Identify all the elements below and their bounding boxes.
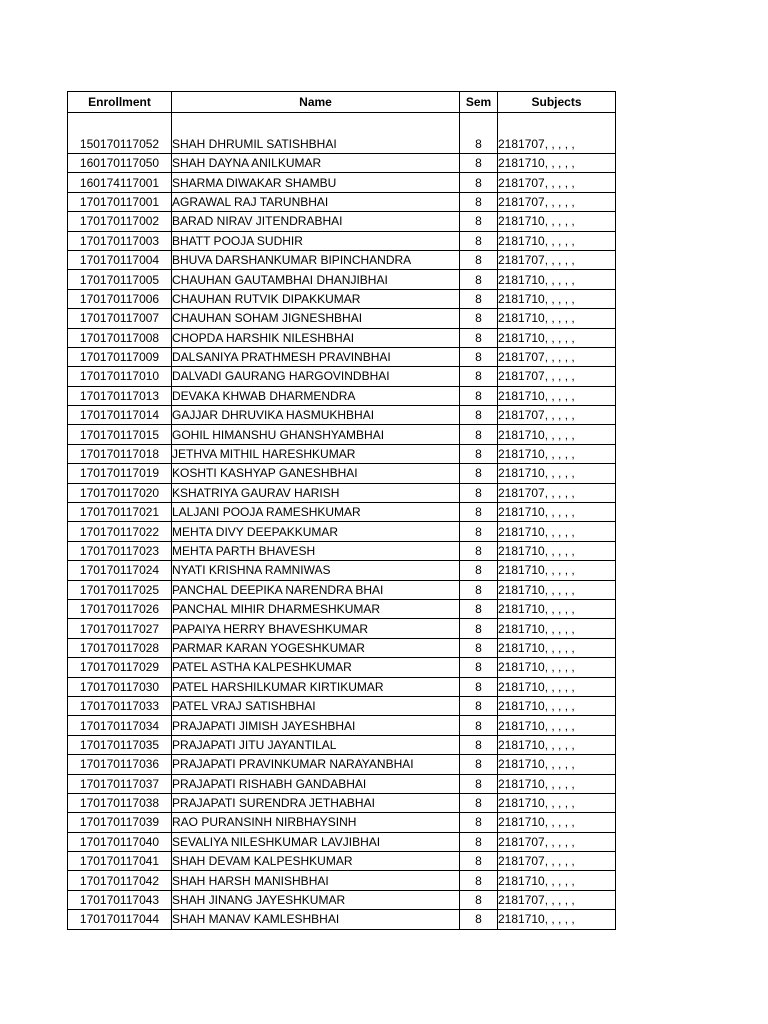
enrollment-cell: 170170117019 (68, 464, 172, 483)
name-cell: CHOPDA HARSHIK NILESHBHAI (172, 328, 460, 347)
subjects-cell: 2181710, , , , , (498, 735, 616, 754)
name-cell: PATEL ASTHA KALPESHKUMAR (172, 658, 460, 677)
table-row (68, 386, 616, 405)
enrollment-cell: 170170117037 (68, 774, 172, 793)
enrollment-cell: 170170117025 (68, 580, 172, 599)
sem-cell: 8 (460, 774, 498, 793)
subjects-cell: 2181707, , , , , (498, 406, 616, 425)
subjects-cell: 2181710, , , , , (498, 793, 616, 812)
enrollment-cell: 170170117021 (68, 503, 172, 522)
sem-cell: 8 (460, 483, 498, 502)
sem-cell: 8 (460, 131, 498, 154)
subjects-cell: 2181710, , , , , (498, 444, 616, 463)
name-cell: PATEL VRAJ SATISHBHAI (172, 696, 460, 715)
name-cell: DALSANIYA PRATHMESH PRAVINBHAI (172, 347, 460, 366)
subjects-cell: 2181710, , , , , (498, 599, 616, 618)
subjects-cell: 2181710, , , , , (498, 328, 616, 347)
sem-cell: 8 (460, 503, 498, 522)
table-row (68, 793, 616, 812)
subjects-cell: 2181710, , , , , (498, 425, 616, 444)
name-cell: AGRAWAL RAJ TARUNBHAI (172, 192, 460, 211)
name-cell: SHAH DHRUMIL SATISHBHAI (172, 131, 460, 154)
enrollment-cell: 170170117040 (68, 832, 172, 851)
header-row (68, 92, 616, 113)
table-row (68, 813, 616, 832)
name-cell: SHAH MANAV KAMLESHBHAI (172, 910, 460, 929)
subjects-cell: 2181710, , , , , (498, 386, 616, 405)
name-cell: PRAJAPATI JITU JAYANTILAL (172, 735, 460, 754)
table-row (68, 541, 616, 560)
name-cell: CHAUHAN RUTVIK DIPAKKUMAR (172, 289, 460, 308)
table-row (68, 464, 616, 483)
subjects-cell: 2181707, , , , , (498, 250, 616, 269)
enrollment-cell: 170170117008 (68, 328, 172, 347)
sem-cell: 8 (460, 910, 498, 929)
header-subjects: Subjects (498, 92, 616, 113)
table-row (68, 871, 616, 890)
table-row (68, 832, 616, 851)
sem-cell: 8 (460, 250, 498, 269)
table-row (68, 716, 616, 735)
subjects-cell: 2181707, , , , , (498, 131, 616, 154)
enrollment-cell: 170170117024 (68, 561, 172, 580)
spacer-cell (172, 113, 460, 132)
sem-cell: 8 (460, 658, 498, 677)
name-cell: BHUVA DARSHANKUMAR BIPINCHANDRA (172, 250, 460, 269)
name-cell: MEHTA PARTH BHAVESH (172, 541, 460, 560)
enrollment-cell: 170170117041 (68, 852, 172, 871)
sem-cell: 8 (460, 154, 498, 173)
enrollment-cell: 170170117029 (68, 658, 172, 677)
enrollment-cell: 150170117052 (68, 131, 172, 154)
sem-cell: 8 (460, 561, 498, 580)
table-row (68, 347, 616, 366)
name-cell: CHAUHAN GAUTAMBHAI DHANJIBHAI (172, 270, 460, 289)
table-row (68, 638, 616, 657)
subjects-cell: 2181710, , , , , (498, 231, 616, 250)
name-cell: NYATI KRISHNA RAMNIWAS (172, 561, 460, 580)
subjects-cell: 2181707, , , , , (498, 192, 616, 211)
sem-cell: 8 (460, 464, 498, 483)
sem-cell: 8 (460, 716, 498, 735)
table-row (68, 503, 616, 522)
name-cell: PRAJAPATI PRAVINKUMAR NARAYANBHAI (172, 755, 460, 774)
sem-cell: 8 (460, 386, 498, 405)
table-row (68, 406, 616, 425)
subjects-cell: 2181710, , , , , (498, 154, 616, 173)
subjects-cell: 2181707, , , , , (498, 173, 616, 192)
sem-cell: 8 (460, 212, 498, 231)
table-row (68, 270, 616, 289)
table-row (68, 890, 616, 909)
header-name: Name (172, 92, 460, 113)
enrollment-cell: 170170117013 (68, 386, 172, 405)
sem-cell: 8 (460, 192, 498, 211)
spacer-cell (460, 113, 498, 132)
subjects-cell: 2181710, , , , , (498, 677, 616, 696)
sem-cell: 8 (460, 406, 498, 425)
sem-cell: 8 (460, 890, 498, 909)
enrollment-cell: 170170117022 (68, 522, 172, 541)
table-row (68, 212, 616, 231)
enrollment-cell: 170170117044 (68, 910, 172, 929)
name-cell: PARMAR KARAN YOGESHKUMAR (172, 638, 460, 657)
table-row (68, 735, 616, 754)
enrollment-cell: 170170117015 (68, 425, 172, 444)
table-row (68, 444, 616, 463)
sem-cell: 8 (460, 309, 498, 328)
enrollment-cell: 170170117010 (68, 367, 172, 386)
subjects-cell: 2181707, , , , , (498, 347, 616, 366)
subjects-cell: 2181710, , , , , (498, 580, 616, 599)
table-row (68, 425, 616, 444)
subjects-cell: 2181710, , , , , (498, 541, 616, 560)
name-cell: DALVADI GAURANG HARGOVINDBHAI (172, 367, 460, 386)
name-cell: KOSHTI KASHYAP GANESHBHAI (172, 464, 460, 483)
subjects-cell: 2181710, , , , , (498, 309, 616, 328)
name-cell: DEVAKA KHWAB DHARMENDRA (172, 386, 460, 405)
table-row (68, 696, 616, 715)
subjects-cell: 2181710, , , , , (498, 774, 616, 793)
subjects-cell: 2181710, , , , , (498, 871, 616, 890)
name-cell: GOHIL HIMANSHU GHANSHYAMBHAI (172, 425, 460, 444)
name-cell: SHAH DEVAM KALPESHKUMAR (172, 852, 460, 871)
sem-cell: 8 (460, 619, 498, 638)
table-row (68, 561, 616, 580)
table-row (68, 852, 616, 871)
subjects-cell: 2181707, , , , , (498, 483, 616, 502)
name-cell: GAJJAR DHRUVIKA HASMUKHBHAI (172, 406, 460, 425)
header-sem: Sem (460, 92, 498, 113)
enrollment-cell: 170170117028 (68, 638, 172, 657)
sem-cell: 8 (460, 425, 498, 444)
subjects-cell: 2181710, , , , , (498, 910, 616, 929)
enrollment-cell: 170170117004 (68, 250, 172, 269)
spacer-cell (498, 113, 616, 132)
sem-cell: 8 (460, 755, 498, 774)
subjects-cell: 2181710, , , , , (498, 619, 616, 638)
subjects-cell: 2181707, , , , , (498, 832, 616, 851)
subjects-cell: 2181710, , , , , (498, 813, 616, 832)
table-row (68, 192, 616, 211)
subjects-cell: 2181710, , , , , (498, 270, 616, 289)
table-row (68, 580, 616, 599)
sem-cell: 8 (460, 871, 498, 890)
name-cell: BARAD NIRAV JITENDRABHAI (172, 212, 460, 231)
table-row (68, 522, 616, 541)
subjects-cell: 2181710, , , , , (498, 289, 616, 308)
table-row (68, 289, 616, 308)
table-row (68, 755, 616, 774)
enrollment-cell: 170170117020 (68, 483, 172, 502)
subjects-cell: 2181707, , , , , (498, 852, 616, 871)
sem-cell: 8 (460, 444, 498, 463)
name-cell: RAO PURANSINH NIRBHAYSINH (172, 813, 460, 832)
enrollment-cell: 170170117005 (68, 270, 172, 289)
subjects-cell: 2181710, , , , , (498, 503, 616, 522)
name-cell: SEVALIYA NILESHKUMAR LAVJIBHAI (172, 832, 460, 851)
table-row (68, 774, 616, 793)
enrollment-cell: 170170117033 (68, 696, 172, 715)
subjects-cell: 2181710, , , , , (498, 716, 616, 735)
enrollment-cell: 170170117034 (68, 716, 172, 735)
sem-cell: 8 (460, 735, 498, 754)
enrollment-cell: 170170117043 (68, 890, 172, 909)
sem-cell: 8 (460, 231, 498, 250)
subjects-cell: 2181710, , , , , (498, 696, 616, 715)
name-cell: MEHTA DIVY DEEPAKKUMAR (172, 522, 460, 541)
sem-cell: 8 (460, 289, 498, 308)
name-cell: PRAJAPATI SURENDRA JETHABHAI (172, 793, 460, 812)
subjects-cell: 2181710, , , , , (498, 658, 616, 677)
sem-cell: 8 (460, 270, 498, 289)
table-body (68, 113, 616, 930)
name-cell: PAPAIYA HERRY BHAVESHKUMAR (172, 619, 460, 638)
enrollment-cell: 170170117027 (68, 619, 172, 638)
subjects-cell: 2181710, , , , , (498, 755, 616, 774)
name-cell: PRAJAPATI JIMISH JAYESHBHAI (172, 716, 460, 735)
table-row (68, 658, 616, 677)
spacer-row (68, 113, 616, 132)
sem-cell: 8 (460, 328, 498, 347)
subjects-cell: 2181710, , , , , (498, 464, 616, 483)
enrollment-cell: 170170117030 (68, 677, 172, 696)
sem-cell: 8 (460, 638, 498, 657)
name-cell: PATEL HARSHILKUMAR KIRTIKUMAR (172, 677, 460, 696)
subjects-cell: 2181710, , , , , (498, 561, 616, 580)
name-cell: SHARMA DIWAKAR SHAMBU (172, 173, 460, 192)
table-row (68, 367, 616, 386)
enrollment-cell: 170170117001 (68, 192, 172, 211)
subjects-cell: 2181710, , , , , (498, 522, 616, 541)
header-enrollment: Enrollment (68, 92, 172, 113)
name-cell: SHAH HARSH MANISHBHAI (172, 871, 460, 890)
sem-cell: 8 (460, 793, 498, 812)
table-row (68, 483, 616, 502)
subjects-cell: 2181710, , , , , (498, 638, 616, 657)
enrollment-cell: 170170117018 (68, 444, 172, 463)
sem-cell: 8 (460, 367, 498, 386)
enrollment-cell: 170170117039 (68, 813, 172, 832)
sem-cell: 8 (460, 522, 498, 541)
table-row (68, 250, 616, 269)
enrollment-cell: 170170117042 (68, 871, 172, 890)
table-row (68, 231, 616, 250)
sem-cell: 8 (460, 173, 498, 192)
enrollment-cell: 170170117009 (68, 347, 172, 366)
name-cell: SHAH JINANG JAYESHKUMAR (172, 890, 460, 909)
sem-cell: 8 (460, 599, 498, 618)
table-row (68, 677, 616, 696)
sem-cell: 8 (460, 677, 498, 696)
name-cell: SHAH DAYNA ANILKUMAR (172, 154, 460, 173)
table-row (68, 910, 616, 929)
subjects-cell: 2181707, , , , , (498, 890, 616, 909)
enrollment-table (67, 91, 616, 930)
sem-cell: 8 (460, 813, 498, 832)
name-cell: PRAJAPATI RISHABH GANDABHAI (172, 774, 460, 793)
enrollment-cell: 170170117003 (68, 231, 172, 250)
table-row (68, 328, 616, 347)
subjects-cell: 2181707, , , , , (498, 367, 616, 386)
table-row (68, 599, 616, 618)
enrollment-cell: 170170117014 (68, 406, 172, 425)
enrollment-cell: 170170117006 (68, 289, 172, 308)
table-row (68, 154, 616, 173)
sem-cell: 8 (460, 580, 498, 599)
table-row (68, 309, 616, 328)
enrollment-cell: 160170117050 (68, 154, 172, 173)
enrollment-cell: 170170117023 (68, 541, 172, 560)
name-cell: PANCHAL DEEPIKA NARENDRA BHAI (172, 580, 460, 599)
sem-cell: 8 (460, 347, 498, 366)
name-cell: PANCHAL MIHIR DHARMESHKUMAR (172, 599, 460, 618)
sem-cell: 8 (460, 852, 498, 871)
name-cell: KSHATRIYA GAURAV HARISH (172, 483, 460, 502)
table-row (68, 173, 616, 192)
table-row (68, 131, 616, 154)
sem-cell: 8 (460, 541, 498, 560)
enrollment-cell: 170170117002 (68, 212, 172, 231)
name-cell: BHATT POOJA SUDHIR (172, 231, 460, 250)
enrollment-cell: 170170117035 (68, 735, 172, 754)
table-row (68, 619, 616, 638)
enrollment-cell: 170170117026 (68, 599, 172, 618)
enrollment-cell: 170170117007 (68, 309, 172, 328)
name-cell: JETHVA MITHIL HARESHKUMAR (172, 444, 460, 463)
enrollment-cell: 170170117038 (68, 793, 172, 812)
sem-cell: 8 (460, 696, 498, 715)
name-cell: CHAUHAN SOHAM JIGNESHBHAI (172, 309, 460, 328)
subjects-cell: 2181710, , , , , (498, 212, 616, 231)
spacer-cell (68, 113, 172, 132)
enrollment-cell: 160174117001 (68, 173, 172, 192)
enrollment-cell: 170170117036 (68, 755, 172, 774)
name-cell: LALJANI POOJA RAMESHKUMAR (172, 503, 460, 522)
sem-cell: 8 (460, 832, 498, 851)
